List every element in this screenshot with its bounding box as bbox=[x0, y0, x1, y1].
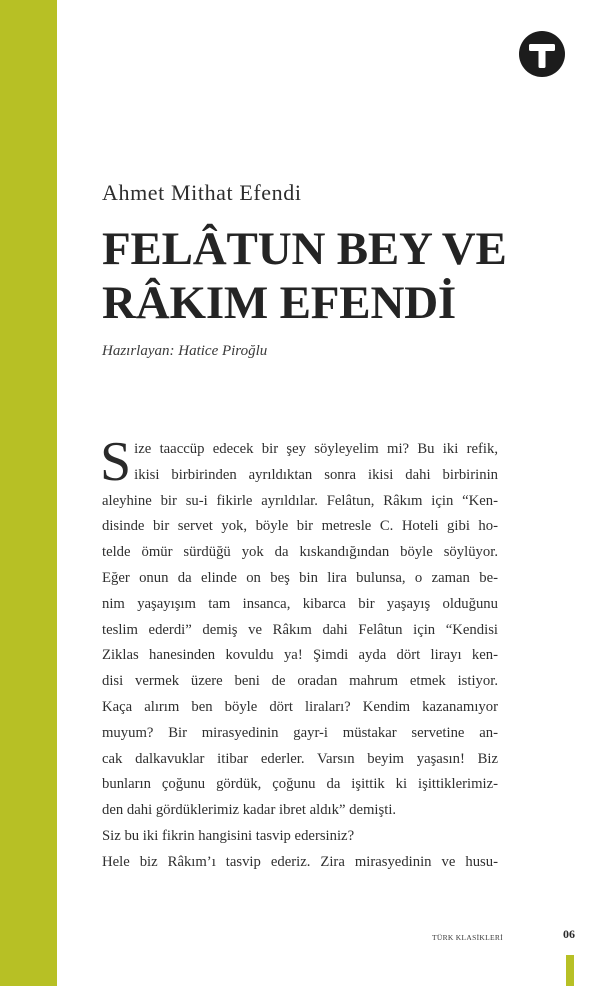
body-line: den dahi gördüklerimiz kadar ibret aldık” demişti. bbox=[102, 802, 397, 819]
page-number: 06 bbox=[563, 927, 575, 941]
body-line: bunların çoğunu gördük, çoğunu da işittik ki işittiklerimiz- bbox=[102, 776, 498, 793]
body-line: nim yaşayışım tam insanca, kibarca bir yaşayış olduğunu bbox=[102, 595, 498, 612]
publisher-logo-icon bbox=[519, 31, 565, 77]
body-line: disi vermek üzere beni de oradan mahrum etmek istiyor. bbox=[102, 673, 498, 690]
body-line: telde ömür sürdüğü yok da kıskandığından böyle söylüyor. bbox=[102, 544, 498, 561]
body-line: teslim ederdi” demiş ve Râkım dahi Felâtun için “Kendisi bbox=[102, 621, 498, 638]
drop-cap: S bbox=[100, 431, 132, 493]
book-title-line-2: RÂKIM EFENDİ bbox=[102, 277, 457, 329]
body-line: Eğer onun da elinde on beş bin lira bulunsa, o zaman be- bbox=[102, 569, 498, 586]
book-title bbox=[102, 222, 507, 330]
page-tab-marker bbox=[566, 955, 574, 986]
editor-credit: Hazırlayan: Hatice Piroğlu bbox=[102, 343, 268, 359]
body-line: muyum? Bir mirasyedinin gayr-i müstakar servetine an- bbox=[102, 724, 498, 741]
body-text bbox=[100, 431, 498, 876]
series-label: TÜRK KLASİKLERİ bbox=[432, 933, 503, 942]
body-line: Siz bu iki fikrin hangisini tasvip edersiniz? bbox=[102, 827, 355, 844]
body-line: cak dalkavuklar itibar ederler. Varsın beyim yaşasın! Biz bbox=[102, 750, 498, 767]
book-title-line-1: FELÂTUN BEY VE bbox=[102, 223, 507, 275]
body-line: ikisi birbirinden ayrıldıktan sonra ikisi dahi birbirinin bbox=[134, 466, 498, 483]
body-line: Ziklas hanesinden kovuldu ya! Şimdi ayda dört lirayı ken- bbox=[102, 647, 498, 664]
body-line: aleyhine bir su-i fikirle ayrıldılar. Felâtun, Râkım için “Ken- bbox=[102, 492, 498, 509]
author-name: Ahmet Mithat Efendi bbox=[102, 180, 302, 205]
body-line: disinde bir servet yok, böyle bir metresle C. Hoteli gibi ho- bbox=[102, 518, 498, 535]
body-line: ize taaccüp edecek bir şey söyleyelim mi? Bu iki refik, bbox=[134, 441, 498, 457]
body-line: Hele biz Râkım’ı tasvip ederiz. Zira mirasyedinin ve husu- bbox=[102, 853, 498, 870]
body-line: Kaça alırım ben böyle dört liraları? Kendim kazanamıyor bbox=[102, 698, 498, 715]
green-spine-bar bbox=[0, 0, 57, 986]
